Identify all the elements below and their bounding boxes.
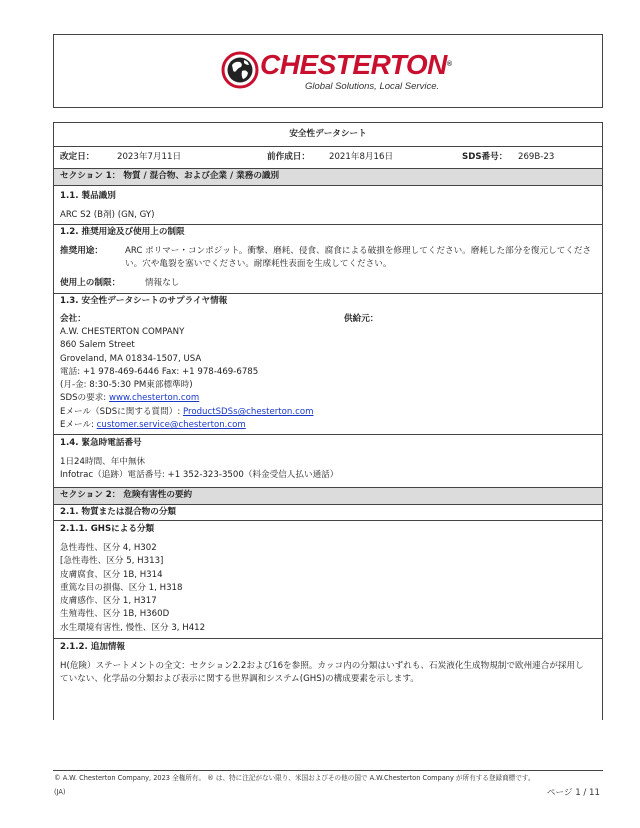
brand-name: CHESTERTON® — [260, 49, 452, 80]
additional-info-line-1: H(危険）ステートメントの全文：セクション2.2および16を参照。カッコ内の分類はいずれも、石炭液化生成物規制で欧州連合が採用し — [60, 661, 584, 671]
section-1-2-title: 1.2. 推奨用途及び使用上の制限 — [60, 227, 185, 237]
customer-email-link[interactable]: customer.service@chesterton.com — [96, 420, 246, 430]
section-1-header: セクション 1： 物質 / 混合物、および企業 / 業務の識別 — [54, 169, 602, 185]
class-item: 急性毒性、区分 4, H302 — [60, 543, 157, 553]
company-label: 会社： — [60, 314, 86, 324]
address-line-2: 860 Salem Street — [60, 340, 135, 350]
footer-divider — [53, 770, 603, 771]
section-1-1-title: 1.1. 製品識別 — [60, 191, 116, 201]
globe-logo-icon — [221, 51, 259, 89]
use-line-1: ARC ポリマー・コンポジット。衝撃、磨耗、侵食、腐食による破損を修理してください。磨耗した部分を復元してくださ — [125, 246, 592, 256]
emergency-line-2: Infotrac（追跡）電話番号: +1 352-323-3500（料金受信人払い通話） — [60, 470, 339, 480]
section-1-4-title: 1.4. 緊急時電話番号 — [60, 438, 142, 448]
revised-label: 改定日： — [60, 152, 95, 162]
address-line-3: Groveland, MA 01834-1507, USA — [60, 354, 202, 364]
class-item: [急性毒性、区分 5, H313] — [60, 556, 164, 566]
class-item: 水生環境有害性, 慢性、区分 3, H412 — [60, 623, 206, 633]
use-line-2: い。穴や亀裂を塞いでください。耐摩耗性表面を生成してください。 — [125, 259, 392, 269]
phone-fax: 電話: +1 978-469-6446 Fax: +1 978-469-6785 — [60, 367, 259, 377]
class-item: 皮膚感作、区分 1, H317 — [60, 596, 157, 606]
website-link[interactable]: www.chesterton.com — [108, 393, 200, 403]
revised-value: 2023年7月11日 — [117, 152, 182, 162]
sds-main-box — [53, 122, 603, 720]
emergency-line-1: 1日24時間、年中無休 — [60, 457, 146, 467]
doc-title: 安全性データシート — [289, 129, 367, 139]
section-2-header: セクション 2： 危険有害性の要約 — [54, 488, 602, 504]
footer-copyright: © A.W. Chesterton Company, 2023 全権所有。 ® は、特に注記がない限り、米国およびその他の国で A.W.Chesterton Company が所有する登録商標です。 — [54, 774, 535, 782]
sds-number-label: SDS番号： — [462, 152, 508, 162]
supplier-label: 供給元： — [344, 314, 379, 324]
limit-label: 使用上の制限： — [60, 278, 121, 288]
footer-page-number: ページ 1 / 11 — [546, 788, 600, 798]
email-customer: Eメール: customer.service@chesterton.com — [60, 420, 246, 430]
additional-info-line-2: ていない、化学品の分類および表示に関する世界調和システム(GHS)の構成要素を示します。 — [60, 674, 419, 684]
section-2-1-2-title: 2.1.2. 追加情報 — [60, 642, 126, 652]
use-label: 推奨用途： — [60, 246, 103, 256]
product-identifier: ARC S2 (B剤) (GN, GY) — [60, 210, 155, 220]
limit-value: 情報なし — [145, 278, 180, 288]
prev-value: 2021年8月16日 — [329, 152, 394, 162]
class-item: 皮膚腐食、区分 1B, H314 — [60, 570, 163, 580]
prev-label: 前作成日： — [267, 152, 310, 162]
section-1-3-title: 1.3. 安全性データシートのサプライヤ情報 — [60, 296, 228, 306]
class-item: 重篤な目の損傷、区分 1, H318 — [60, 583, 183, 593]
footer-language: (JA) — [54, 788, 66, 796]
header-logo-box — [53, 34, 603, 108]
brand-tagline: Global Solutions, Local Service. — [305, 81, 440, 92]
sds-request: SDSの要求: www.chesterton.com — [60, 393, 200, 403]
class-item: 生殖毒性、区分 1B, H360D — [60, 609, 170, 619]
sds-number-value: 269B-23 — [518, 152, 555, 162]
email-sds: Eメール（SDSに関する質問）: ProductSDSs@chesterton.com — [60, 407, 314, 417]
section-2-1-1-title: 2.1.1. GHSによる分類 — [60, 524, 155, 534]
section-2-1-title: 2.1. 物質または混合物の分類 — [60, 507, 177, 517]
business-hours: (月-金: 8:30-5:30 PM東部標準時) — [60, 380, 193, 390]
sds-email-link[interactable]: ProductSDSs@chesterton.com — [182, 407, 314, 417]
address-line-1: A.W. CHESTERTON COMPANY — [60, 327, 185, 337]
